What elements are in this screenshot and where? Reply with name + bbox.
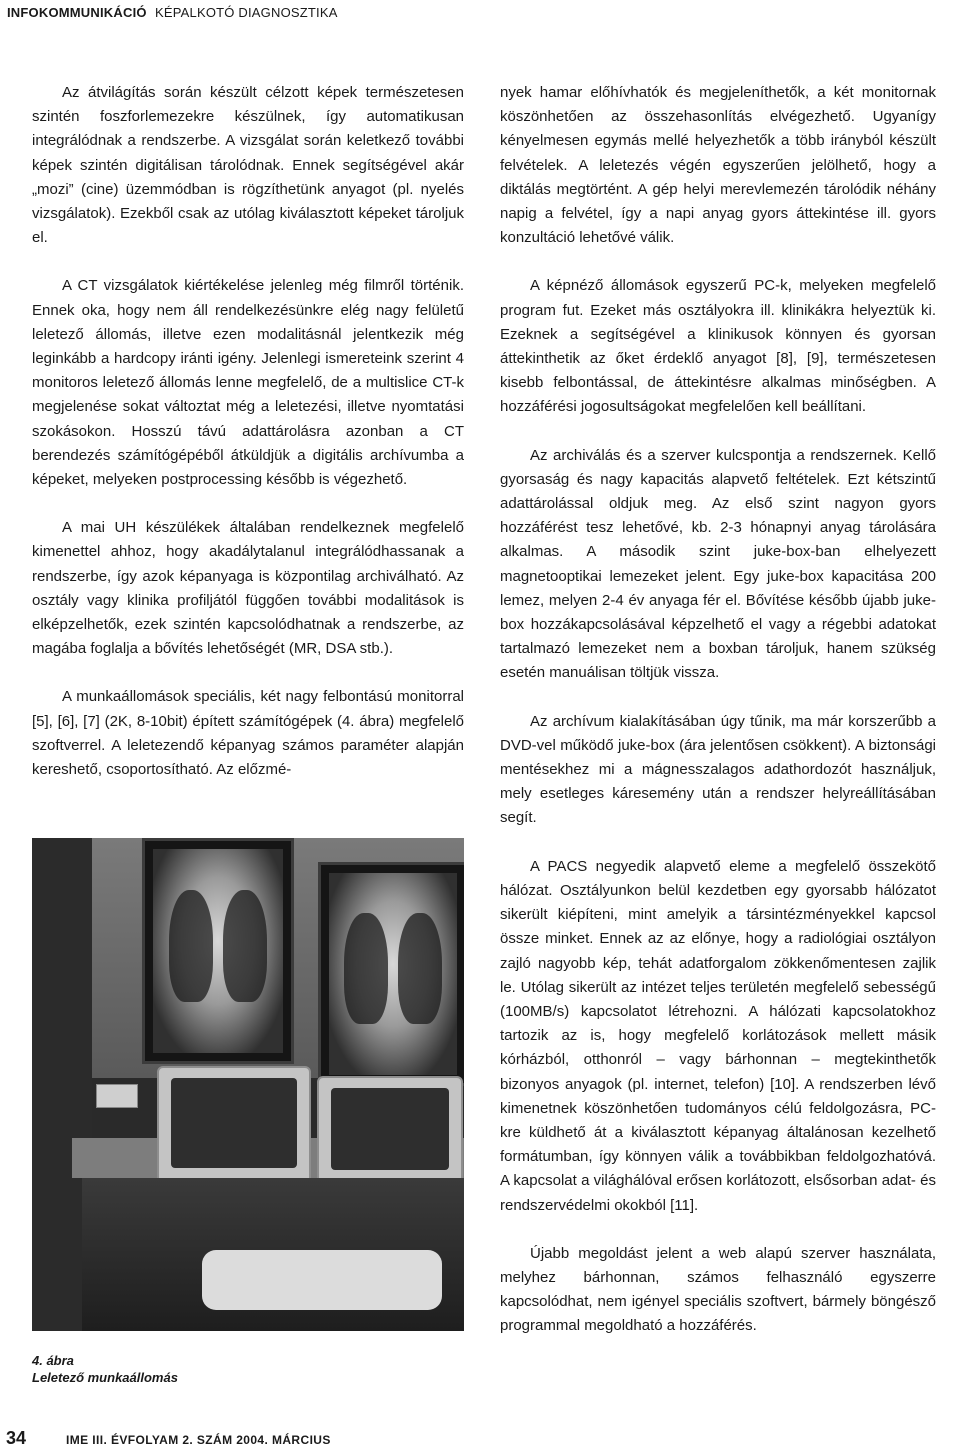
paragraph-web-server: Újabb megoldást jelent a web alapú szerver használata, melyhez bárhonnan, számos felhasználó egyszerre kapcsolódhat, nem igényel speciális szoftvert, bármely böngésző programmal megoldható a hozzáférés. [500,1244,936,1335]
header-subsection: KÉPALKOTÓ DIAGNOSZTIKA [155,5,338,20]
journal-issue: IME III. ÉVFOLYAM 2. SZÁM 2004. MÁRCIUS [66,1433,331,1447]
right-column [500,81,936,1363]
paragraph-continuation: nyek hamar előhívhatók és megjeleníthetők, a két monitornak köszönhetően az összehasonlítás elvégezhető. Ugyanígy kényelmesen egymás mellé helyezhetők a több irányból készült felvételek. A leletezés végén egyszerűen jelölhető, hogy a diktálás megtörtént. A gép helyi merevlemezén tárolódik néhány napig a felvétel, így a napi anyag gyors áttekintése ill. gyors konzultáció lehetővé válik. [500,84,936,247]
figure-label: 4. ábra [32,1353,74,1368]
paragraph-fluoroscopy: Az átvilágítás során készült célzott képek természetesen szintén foszforlemezekre készülnek, így automatikusan integrálódnak a rendszerbe. A vizsgálat során keletkező további képek szintén digitálisan tárolódnak. Ennek segítségével akár „mozi” (cine) üzemmódban is rögzíthetünk anyagot (pl. nyelés vizsgálatok). Ezekből csak az utólag kiválasztott képeket tároljuk el. [32,84,464,247]
page-footer [0,1430,960,1451]
paragraph-dvd-jukebox: Az archívum kialakításában úgy tűnik, ma már korszerűbb a DVD-vel működő juke-box (ára jelentősen csökkent). A biztonsági mentésekhez mi a mágnesszalagos adathordozót használjuk, mely esetleges káresemény után a rendszer helyreállításában segít. [500,712,936,827]
small-device [96,1084,138,1108]
figure-title: Leletező munkaállomás [32,1370,178,1385]
workstation-photo [32,838,464,1331]
paragraph-ct: A CT vizsgálatok kiértékelése jelenleg még filmről történik. Ennek oka, hogy nem áll rendelkezésünkre elég nagy felületű leletező állomás, illetve ezen modalitásnál jelentkezik még leginkább a hardcopy iránti igény. Jelenlegi ismereteink szerint 4 monitoros leletező állomás lenne megfelelő, de a multislice CT-k megjelenése sokat változtat még a leletezési, illetve nyomtatási szokásokon. Hosszú távú adattárolásra azonban a CT berendezés számítógépéből átküldjük a digitális archívumba a képeket, melyeken postprocessing később is végezhető. [32,277,464,489]
paragraph-network: A PACS negyedik alapvető eleme a megfelelő összekötő hálózat. Osztályunkon belül kezdetben egy gyorsabb hálózatot sikerült kiépíteni, mint amelyik a társintézményekkel kapcsol össze minket. Ennek az az előnye, hogy a radiológiai osztályon zajló nagyobb kép, tehát adatforgalom zökkenőmentesen zajlik le. Utólag sikerült az intézet teljes területén megfelelő sebességű (100MB/s) kapcsolatot létrehozni. A hálózati kapcsolatokhoz tartozik az is, hogy megfelelő korlátozások mellett másik kórházból, otthonról – vagy bárhonnan – megtekinthetők bizonyos anyagok (pl. internet, telefon) [10]. A rendszerben lévő kimenetnek köszönhetően tudományos célú feldolgozásra, PC-kre küldhető át a kiválasztott képanyag általánosan kezelhető formátumban, így könnyen válik a továbbikban feldolgozhatóvá. A kapcsolat a világhálóval erősen korlátozott, elsősorban adat- és rendszervédelmi okokból [11]. [500,857,936,1214]
page-number: 34 [6,1428,27,1448]
paragraph-workstations: A munkaállomások speciális, két nagy felbontású monitorral [5], [6], [7] (2K, 8-10bit) épített számítógépek (4. ábra) megfelelő szoftverrel. A leletezendő képanyag számos paraméter alapján kereshető, csoportosítható. Az előzmé- [32,688,464,779]
page-header [0,0,960,26]
figure-caption [32,1352,332,1386]
right-flat-monitor [318,862,464,1086]
crt-monitor-right [317,1076,463,1190]
header-section: INFOKOMMUNIKÁCIÓ [7,5,147,20]
keyboard [202,1250,442,1310]
left-column [32,81,464,806]
paragraph-viewer-stations: A képnéző állomások egyszerű PC-k, melyeken megfelelő program fut. Ezeket más osztályokra ill. klinikákra helyeztük ki. Ezeknek a segítségével a klinikusok könnyen és gyorsan áttekinthetik az őket érdeklő anyagot [8], [9], természetesen kisebb felbontással, de áttekintésre alkalmas minőségben. A hozzáférési jogosultságokat megfelelően kell beállítani. [500,277,936,416]
left-flat-monitor [142,838,294,1064]
paragraph-archive: Az archiválás és a szerver kulcspontja a rendszernek. Kellő gyorsaság és nagy kapacitás alapvető feltételek. Ezt kétszintű adattárolással oldjuk meg. Az első szint nagyon gyors hozzáférést tesz lehetővé, kb. 2-3 hónapnyi anyag tárolására alkalmas. A második szint juke-box-ban elhelyezett magnetooptikai lemezeket jelent. Egy juke-box kapacitása 200 lemez, melyen 2-4 év anyaga fér el. Bővítése később újabb juke-box hozzákapcsolásával képzelhető el vagy a régebbi adatokat tartalmazó lemezeket nem a boxban tároljuk, hanem szükség esetén manuálisan töltjük vissza. [500,446,936,682]
crt-monitor-left [157,1066,311,1188]
paragraph-ultrasound: A mai UH készülékek általában rendelkeznek megfelelő kimenettel ahhoz, hogy akadálytalanul integrálódhassanak a rendszerbe, így azok képanyaga is központilag archiválható. Az osztály vagy klinika profiljától függően további modalitások is elképzelhetők, ezek szintén kapcsolódhatnak a rendszerbe, az magába foglalja a bővítés lehetőségét (MR, DSA stb.). [32,519,464,658]
